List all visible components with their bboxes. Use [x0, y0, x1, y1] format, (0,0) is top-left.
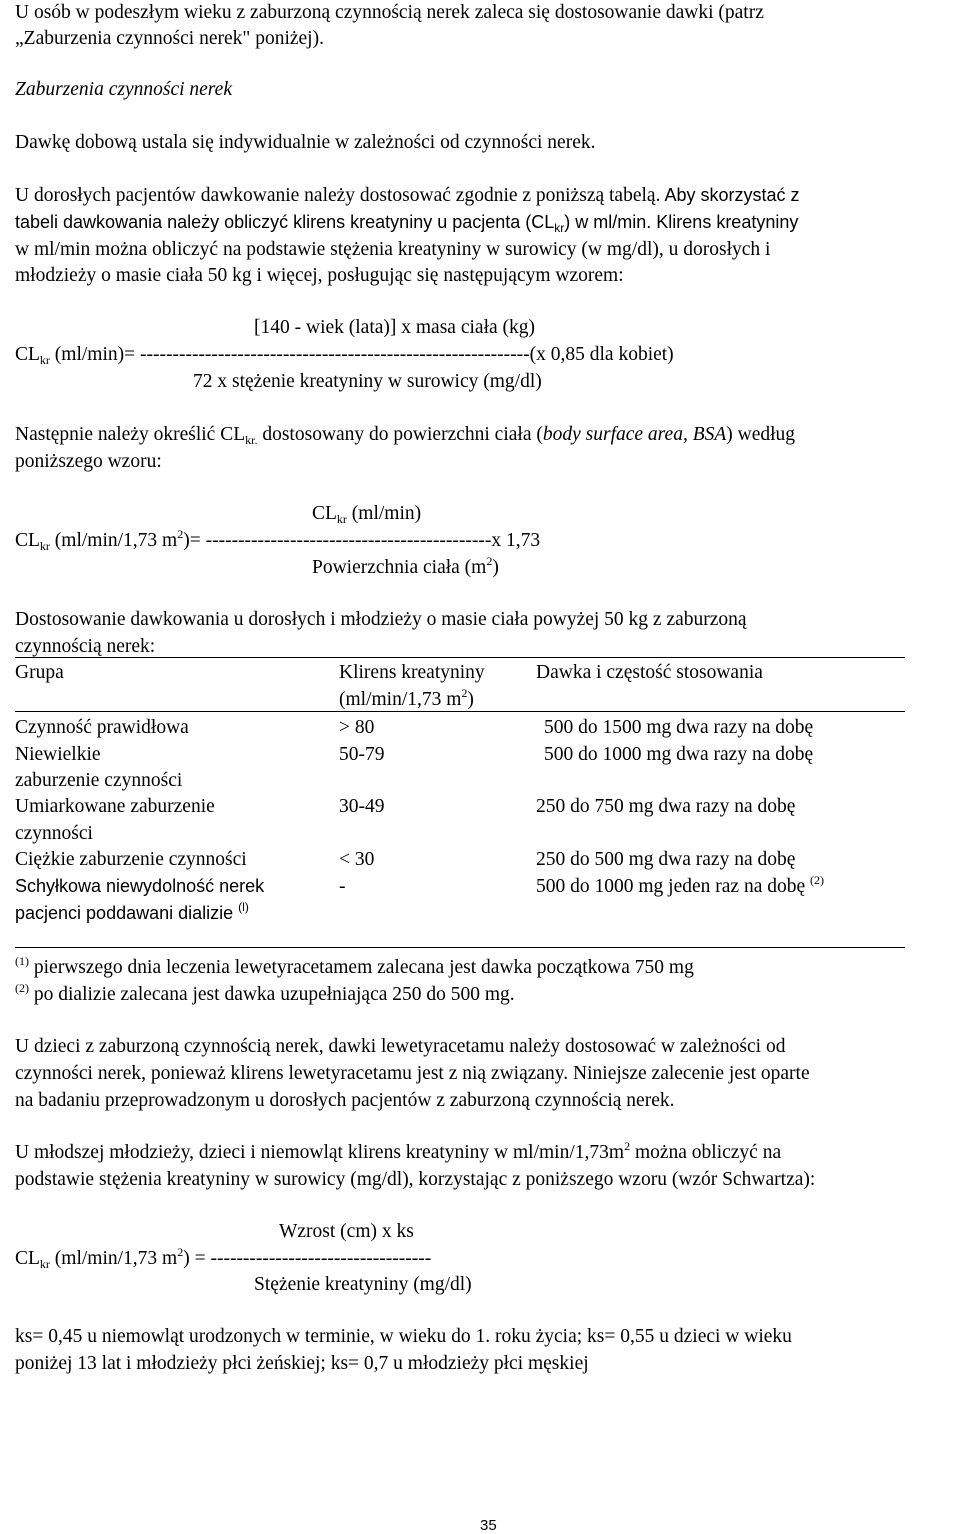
section-heading: Zaburzenia czynności nerek [15, 79, 232, 100]
footnote-marker: (2) [15, 981, 29, 995]
table-cell-clearance: 30-49 [339, 796, 385, 817]
table-header-clearance-unit [339, 686, 474, 710]
fraction-dashes: ------------------------------------------------------------ [140, 344, 530, 365]
children-para-line-1: U dzieci z zaburzoną czynnością nerek, dawki lewetyracetamu należy dostosować w zależności od [15, 1036, 786, 1057]
formula3-denominator: Stężenie kreatyniny (mg/dl) [254, 1274, 472, 1295]
table-cell-clearance: < 30 [339, 849, 375, 870]
table-cell-group: Niewielkie [15, 744, 101, 765]
children-text: czynności nerek, ponieważ klirens lewetyracetamu jest z nią związany. [15, 1063, 569, 1084]
formula-lhs: ) = [183, 1248, 211, 1269]
group-text: pacjenci poddawani dializie [15, 903, 234, 923]
formula-lhs: (ml/min)= [54, 344, 136, 365]
table-cell-dose: 500 do 1500 mg dwa razy na dobę [544, 717, 814, 738]
young-text: U młodszej młodzieży, dzieci i niemowląt klirens kreatyniny w ml/min/1,73m [15, 1142, 625, 1163]
footnote-1 [15, 954, 694, 978]
header-text: (ml/min/1,73 m [339, 689, 462, 710]
table-cell-group: Czynność prawidłowa [15, 717, 189, 738]
footnote-text: po dializie zalecana jest dawka uzupełniająca 250 do 500 mg. [33, 984, 515, 1005]
formula2-numerator [312, 504, 421, 524]
footnote-marker: (l) [238, 900, 249, 914]
table-cell-dose: 250 do 750 mg dwa razy na dobę [536, 796, 796, 817]
table-intro-line-2: czynnością nerek: [15, 636, 156, 657]
children-text: Niniejsze zalecenie jest oparte [573, 1063, 810, 1084]
intro-line-1: U osób w podeszłym wieku z zaburzoną czynnością nerek zaleca się dostosowanie dawki (patrz [15, 2, 764, 23]
adult-para-text: ) w ml/min. [564, 212, 652, 232]
subscript: kr. [245, 433, 258, 447]
formula-text: ) [492, 557, 499, 578]
bsa-text: ) według [726, 424, 796, 445]
children-para-line-3: na badaniu przeprowadzonym u dorosłych pacjentów z zaburzoną czynnością nerek. [15, 1090, 675, 1111]
table-cell-group: czynności [15, 823, 93, 844]
table-cell-group: Umiarkowane zaburzenie [15, 796, 215, 817]
table-cell-dose: 500 do 1000 mg dwa razy na dobę [544, 744, 814, 765]
table-cell-group: zaburzenie czynności [15, 770, 183, 791]
superscript: 2 [177, 527, 184, 541]
table-header-group: Grupa [15, 662, 64, 683]
adult-para-line-4: młodzieży o masie ciała 50 kg i więcej, posługując się następującym wzorem: [15, 265, 624, 286]
children-para-line-2 [15, 1064, 810, 1084]
footnote-marker: (2) [810, 873, 825, 887]
table-bottom-rule [15, 947, 905, 948]
ks-para-line-2: poniżej 13 lat i młodzieży płci żeńskiej; ks= 0,7 u młodzieży płci męskiej [15, 1353, 589, 1374]
young-text: można obliczyć na [630, 1142, 782, 1163]
table-cell-group [15, 900, 249, 923]
table-header-rule [15, 711, 905, 712]
ks-para-line-1: ks= 0,45 u niemowląt urodzonych w terminie, w wieku do 1. roku życia; ks= 0,55 u dzieci w wieku [15, 1326, 792, 1347]
superscript: 2 [461, 686, 468, 700]
table-header-clearance: Klirens kreatyniny [339, 662, 485, 683]
bsa-para-line-2: poniższego wzoru: [15, 451, 162, 472]
footnote-text: pierwszego dnia leczenia lewetyracetamem zalecana jest dawka początkowa 750 mg [33, 957, 694, 978]
superscript: 2 [486, 554, 493, 568]
subscript: kr [336, 512, 347, 526]
table-top-rule [15, 657, 905, 658]
formula-cl: CL [15, 1248, 40, 1269]
bsa-para-line-1 [15, 425, 795, 445]
formula-cl: CL [312, 503, 337, 524]
table-cell-clearance: - [339, 876, 346, 897]
table-cell-dose: 250 do 500 mg dwa razy na dobę [536, 849, 796, 870]
intro-line-2: „Zaburzenia czynności nerek" poniżej). [15, 28, 324, 49]
table-cell-group: Ciężkie zaburzenie czynności [15, 849, 247, 870]
adult-para-text: Aby skorzystać z [664, 185, 800, 205]
formula-text: Powierzchnia ciała (m [312, 557, 487, 578]
table-header-dose: Dawka i częstość stosowania [536, 662, 763, 683]
bsa-text: Następnie należy określić CL [15, 424, 246, 445]
formula3-numerator: Wzrost (cm) x ks [279, 1221, 414, 1242]
formula-suffix: x 1,73 [491, 530, 541, 551]
table-cell-dose [536, 873, 825, 897]
formula1-line [15, 345, 674, 365]
formula-cl: CL [15, 530, 40, 551]
young-para-line-2: podstawie stężenia kreatyniny w surowicy (mg/dl), korzystając z poniższego wzoru (wzór Schwartza): [15, 1169, 816, 1190]
subscript: kr [39, 1257, 50, 1271]
formula-lhs: (ml/min/1,73 m [49, 530, 178, 551]
formula3-line [15, 1245, 432, 1271]
table-cell-clearance: > 80 [339, 717, 375, 738]
adult-para-line-1 [15, 186, 800, 206]
subscript: kr [39, 353, 50, 367]
adult-para-text: U dorosłych pacjentów dawkowanie należy dostosować zgodnie z poniższą tabelą. [15, 185, 661, 206]
formula-lhs: )= [183, 530, 206, 551]
subscript: kr [554, 221, 565, 235]
footnote-2 [15, 981, 515, 1005]
bsa-text: dostosowany do powierzchni ciała ( [257, 424, 543, 445]
adult-para-text: Klirens kreatyniny [656, 212, 799, 232]
formula1-numerator: [140 - wiek (lata)] x masa ciała (kg) [254, 317, 535, 338]
superscript: 2 [624, 1139, 631, 1153]
dose-text: 500 do 1000 mg jeden raz na dobę [536, 876, 806, 897]
table-cell-clearance: 50-79 [339, 744, 385, 765]
formula-cl: CL [15, 344, 40, 365]
adult-para-text: tabeli dawkowania należy obliczyć klirens kreatyniny u pacjenta (CL [15, 212, 555, 232]
table-cell-group: Schyłkowa niewydolność nerek [15, 876, 265, 896]
formula-lhs: (ml/min/1,73 m [49, 1248, 178, 1269]
superscript: 2 [177, 1245, 184, 1259]
young-para-line-1 [15, 1139, 782, 1163]
formula2-line [15, 527, 541, 553]
bsa-italic: body surface area, BSA [542, 424, 727, 445]
fraction-dashes: -------------------------------------------- [205, 530, 492, 551]
subscript: kr [39, 539, 50, 553]
table-intro-line-1: Dostosowanie dawkowania u dorosłych i młodzieży o masie ciała powyżej 50 kg z zaburzoną [15, 609, 747, 630]
formula1-denominator: 72 x stężenie kreatyniny w surowicy (mg/dl) [193, 371, 542, 392]
page-number: 35 [480, 1517, 497, 1534]
formula-text: (ml/min) [346, 503, 422, 524]
adult-para-line-3: w ml/min można obliczyć na podstawie stężenia kreatyniny w surowicy (w mg/dl), u dorosłych i [15, 239, 771, 260]
footnote-marker: (1) [15, 954, 29, 968]
daily-dose-text: Dawkę dobową ustala się indywidualnie w zależności od czynności nerek. [15, 132, 596, 153]
formula-suffix: (x 0,85 dla kobiet) [529, 344, 674, 365]
formula2-denominator [312, 554, 499, 578]
adult-para-line-2 [15, 212, 799, 235]
header-text: ) [467, 689, 474, 710]
fraction-dashes: ---------------------------------- [210, 1248, 432, 1269]
